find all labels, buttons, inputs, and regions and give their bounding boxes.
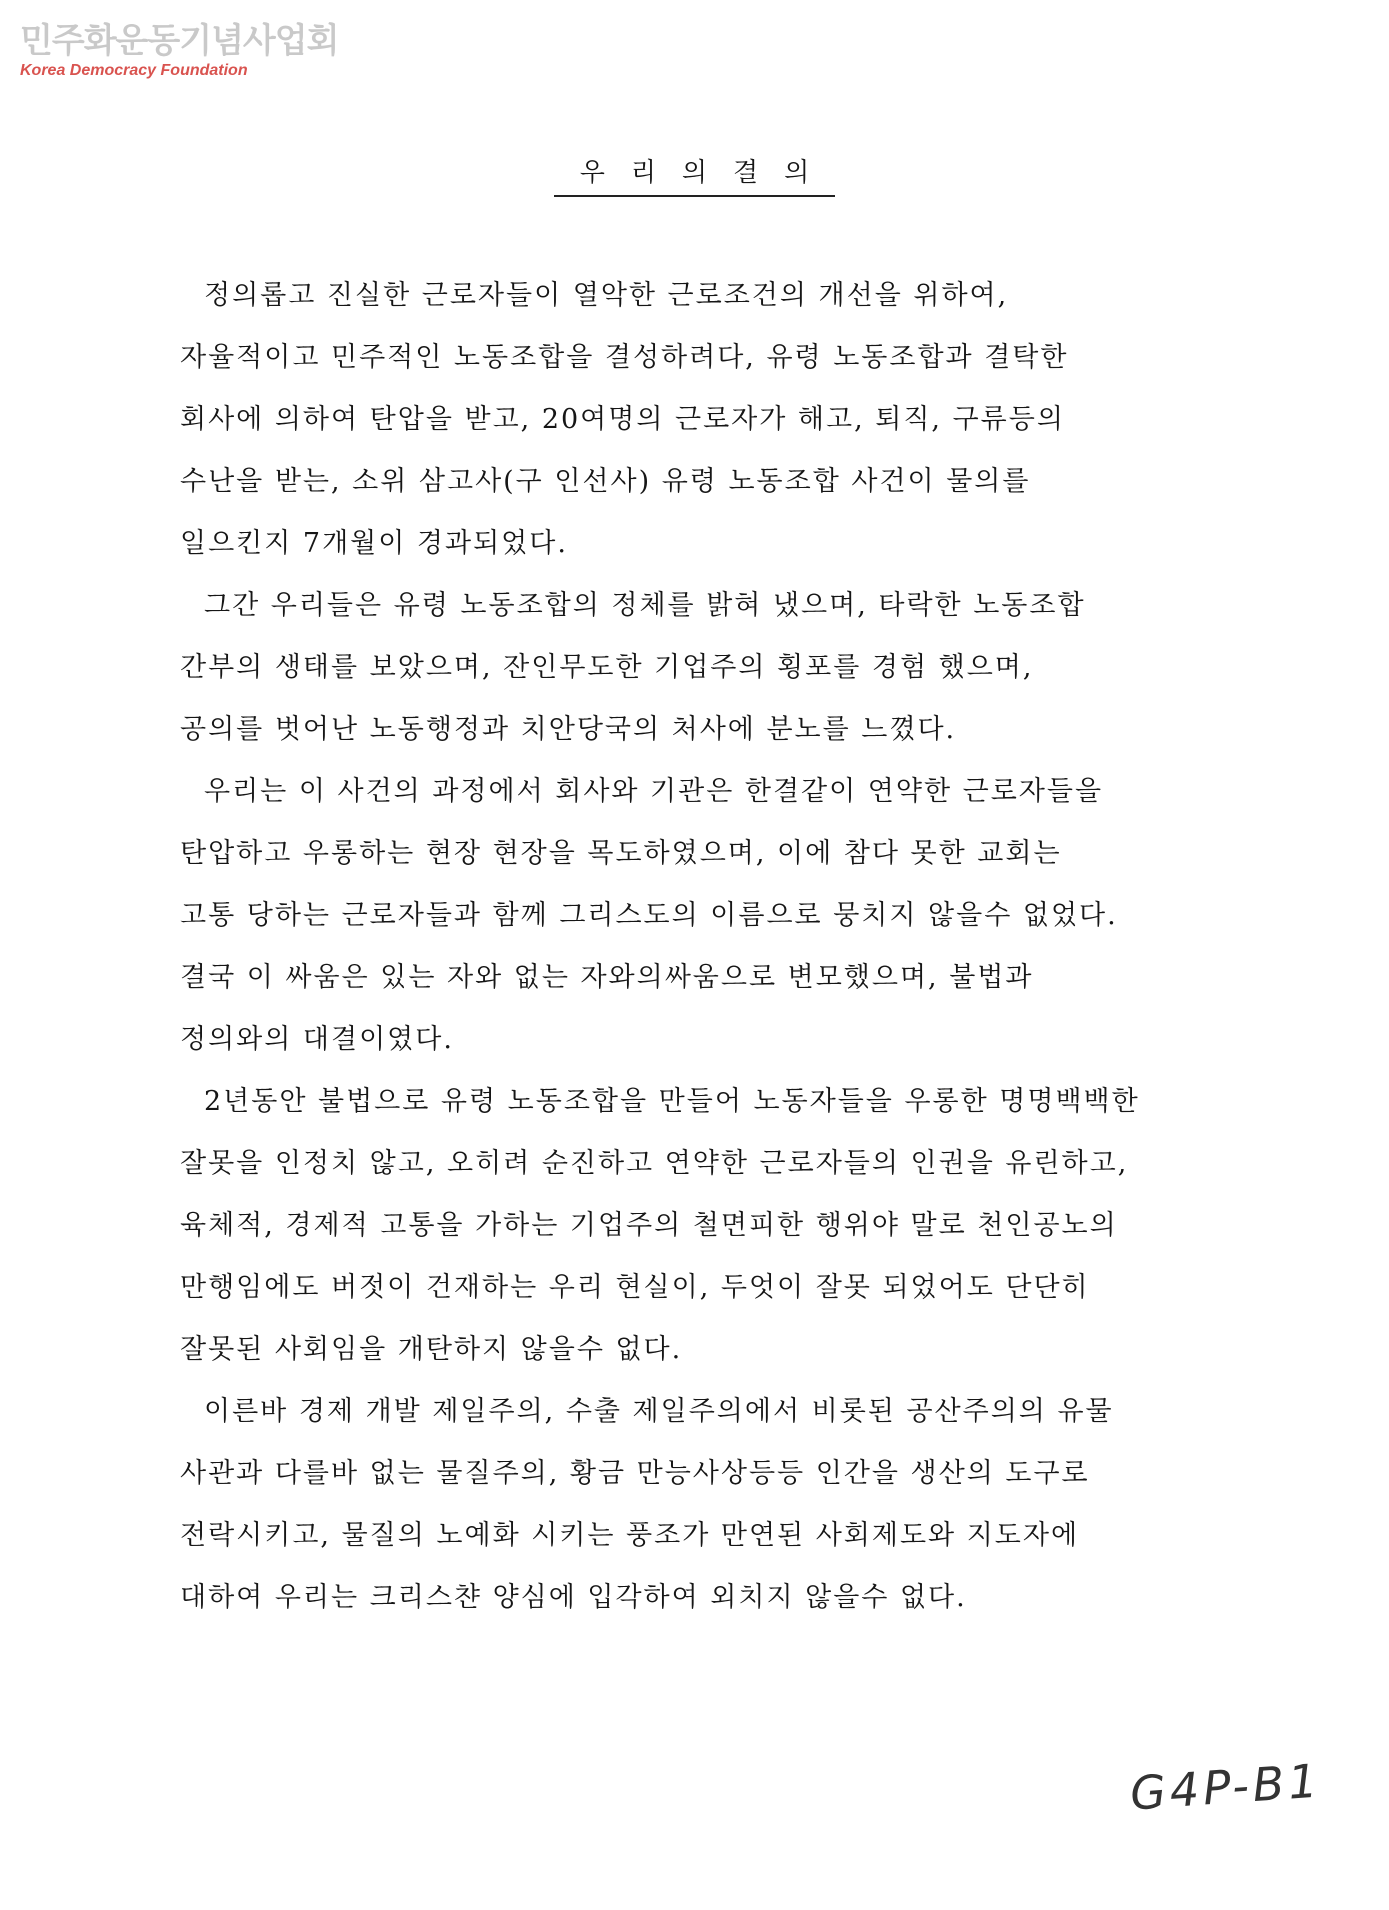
body-line: 잘못된 사회임을 개탄하지 않을수 없다.: [180, 1334, 683, 1365]
body-line: 전락시키고, 물질의 노예화 시키는 풍조가 만연된 사회제도와 지도자에: [180, 1520, 1080, 1551]
body-line: 회사에 의하여 탄압을 받고, 20여명의 근로자가 해고, 퇴직, 구류등의: [180, 404, 1065, 435]
document-title-wrap: [0, 152, 1389, 197]
body-line: 탄압하고 우롱하는 현장 현장을 목도하였으며, 이에 참다 못한 교회는: [180, 838, 1062, 869]
body-line: 자율적이고 민주적인 노동조합을 결성하려다, 유령 노동조합과 결탁한: [180, 342, 1069, 373]
body-line: 만행임에도 버젓이 건재하는 우리 현실이, 두엇이 잘못 되었어도 단단히: [180, 1272, 1090, 1303]
watermark-english: Korea Democracy Foundation: [20, 62, 248, 79]
body-line: 우리는 이 사건의 과정에서 회사와 기관은 한결같이 연약한 근로자들을: [204, 776, 1104, 807]
body-line: 공의를 벗어난 노동행정과 치안당국의 처사에 분노를 느꼈다.: [180, 714, 957, 745]
document-body: [180, 265, 1240, 1629]
body-line: 이른바 경제 개발 제일주의, 수출 제일주의에서 비롯된 공산주의의 유물: [204, 1396, 1114, 1427]
body-line: 일으킨지 7개월이 경과되었다.: [180, 528, 568, 559]
body-line: 그간 우리들은 유령 노동조합의 정체를 밝혀 냈으며, 타락한 노동조합: [204, 590, 1086, 621]
document-title: 우리의결의: [554, 152, 836, 197]
body-line: 결국 이 싸움은 있는 자와 없는 자와의싸움으로 변모했으며, 불법과: [180, 962, 1034, 993]
body-line: 수난을 받는, 소위 삼고사(구 인선사) 유령 노동조합 사건이 물의를: [180, 466, 1031, 497]
body-line: 사관과 다를바 없는 물질주의, 황금 만능사상등등 인간을 생산의 도구로: [180, 1458, 1090, 1489]
body-line: 정의와의 대결이였다.: [180, 1024, 454, 1055]
handwritten-note: G4P-B1: [1128, 1753, 1324, 1821]
body-line: 고통 당하는 근로자들과 함께 그리스도의 이름으로 뭉치지 않을수 없었다.: [180, 900, 1118, 931]
body-line: 대하여 우리는 크리스챤 양심에 입각하여 외치지 않을수 없다.: [180, 1582, 967, 1613]
watermark-korean: 민주화운동기념사업회: [20, 21, 339, 61]
body-line: 잘못을 인정치 않고, 오히려 순진하고 연약한 근로자들의 인권을 유린하고,: [180, 1148, 1129, 1179]
body-line: 간부의 생태를 보았으며, 잔인무도한 기업주의 횡포를 경험 했으며,: [180, 652, 1034, 683]
body-line: 정의롭고 진실한 근로자들이 열악한 근로조건의 개선을 위하여,: [204, 280, 1009, 311]
body-line: 육체적, 경제적 고통을 가하는 기업주의 철면피한 행위야 말로 천인공노의: [180, 1210, 1118, 1241]
body-line: 2년동안 불법으로 유령 노동조합을 만들어 노동자들을 우롱한 명명백백한: [204, 1086, 1140, 1117]
watermark: [20, 22, 338, 80]
